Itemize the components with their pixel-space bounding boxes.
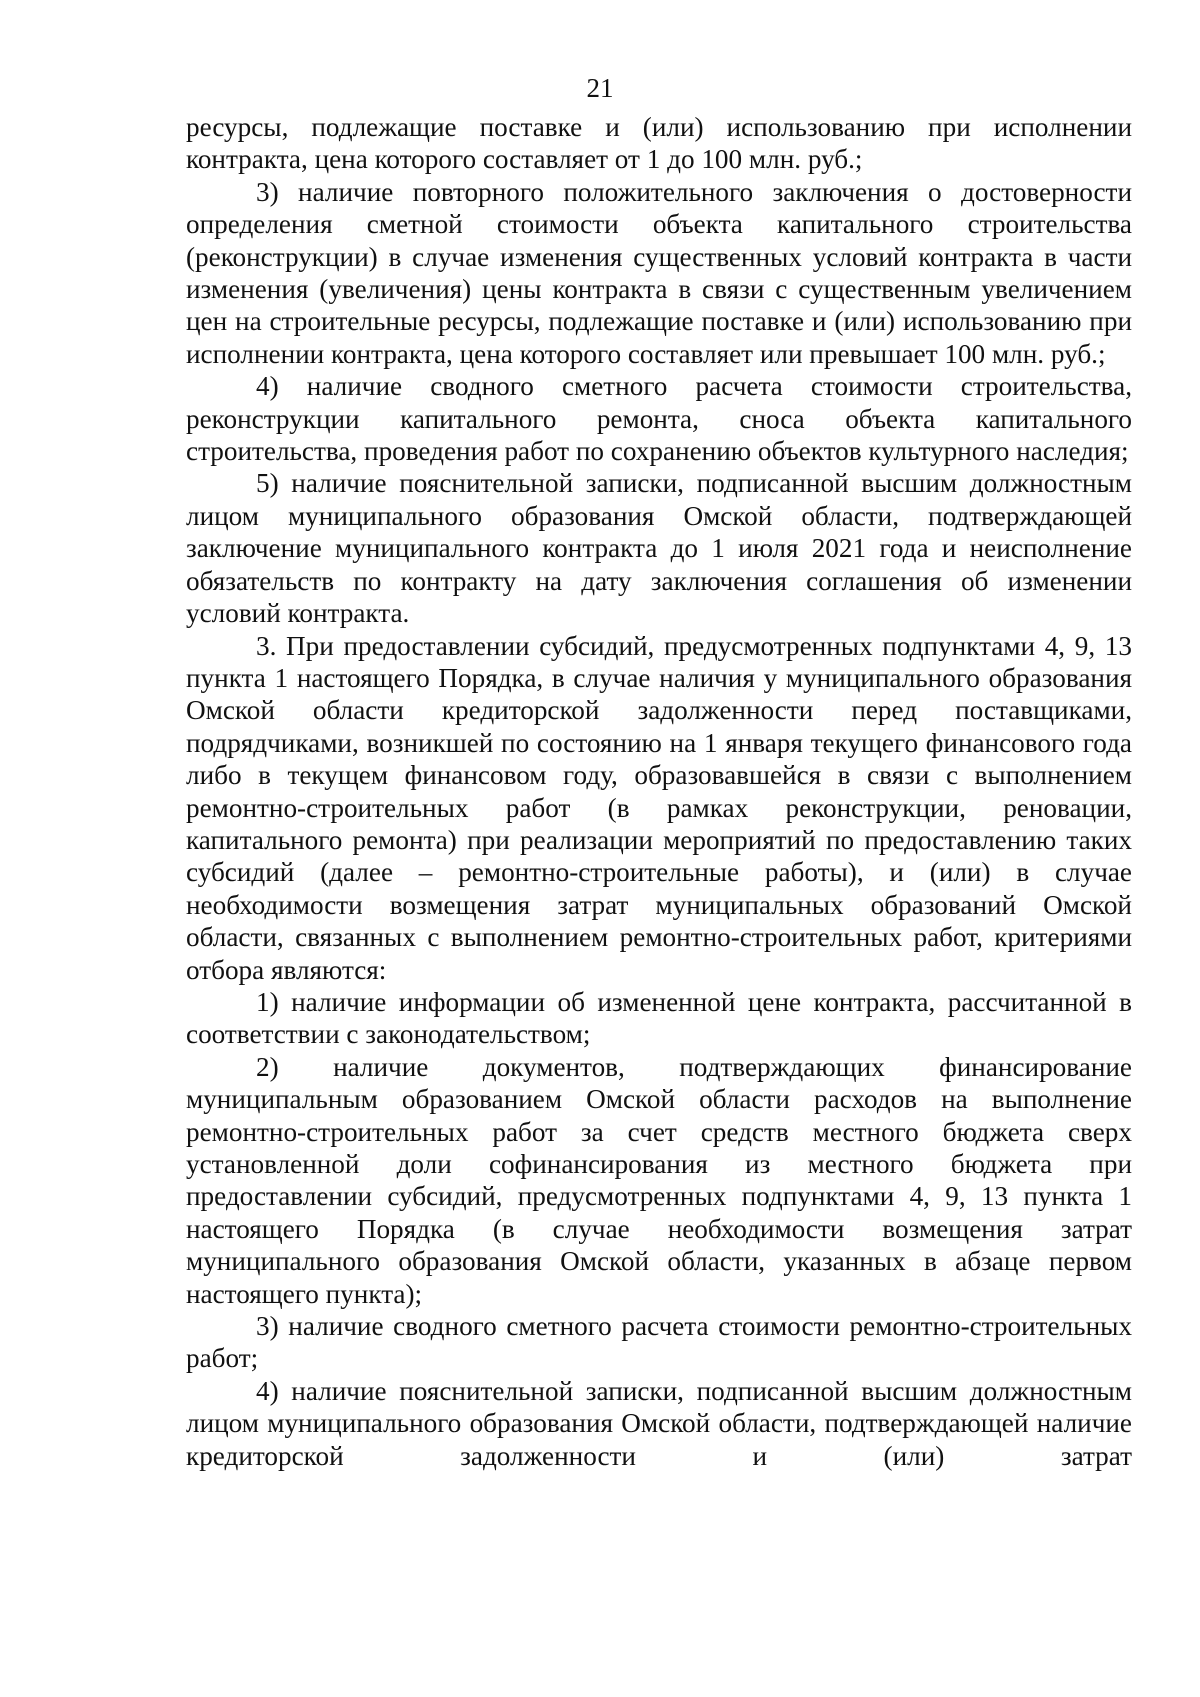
paragraph-criterion-1: 1) наличие информации об измененной цене контракта, рассчитанной в соответствии с законодательством; xyxy=(186,986,1132,1050)
paragraph-item-3: 3) наличие повторного положительного заключения о достоверности определения сметной стоимости объекта капитального строительства (реконструкции) в случае изменения существенных условий контракта в части изменения (увеличения) цены контракта в связи с существенным увеличением цен на строительные ресурсы, подлежащие поставке и (или) использованию при исполнении контракта, цена которого составляет или превышает 100 млн. руб.; xyxy=(186,176,1132,369)
paragraph-clause-3: 3. При предоставлении субсидий, предусмотренных подпунктами 4, 9, 13 пункта 1 настоящего Порядка, в случае наличия у муниципального образования Омской области кредиторской задолженности перед поставщиками, подрядчиками, возникшей по состоянию на 1 января текущего финансового года либо в текущем финансовом году, образовавшейся в связи с выполнением ремонтно-строительных работ (в рамках реконструкции, реновации, капитального ремонта) при реализации мероприятий по предоставлению таких субсидий (далее – ремонтно-строительные работы), и (или) в случае необходимости возмещения затрат муниципальных образований Омской области, связанных с выполнением ремонтно-строительных работ, критериями отбора являются: xyxy=(186,630,1132,985)
paragraph-criterion-4: 4) наличие пояснительной записки, подписанной высшим должностным лицом муниципального образования Омской области, подтверждающей наличие кредиторской задолженности и (или) затрат xyxy=(186,1375,1132,1471)
paragraph-item-5: 5) наличие пояснительной записки, подписанной высшим должностным лицом муниципального образования Омской области, подтверждающей заключение муниципального контракта до 1 июля 2021 года и неисполнение обязательств по контракту на дату заключения соглашения об изменении условий контракта. xyxy=(186,468,1132,629)
paragraph-criterion-2: 2) наличие документов, подтверждающих финансирование муниципальным образованием Омской области расходов на выполнение ремонтно-строительных работ за счет средств местного бюджета сверх установленной доли софинансирования из местного бюджета при предоставлении субсидий, предусмотренных подпунктами 4, 9, 13 пункта 1 настоящего Порядка (в случае необходимости возмещения затрат муниципального образования Омской области, указанных в абзаце первом настоящего пункта); xyxy=(186,1051,1132,1309)
document-body xyxy=(186,111,1132,1472)
page-number: 21 xyxy=(586,73,614,103)
paragraph-criterion-3: 3) наличие сводного сметного расчета стоимости ремонтно-строительных работ; xyxy=(186,1311,1132,1374)
paragraph-continuation: ресурсы, подлежащие поставке и (или) использованию при исполнении контракта, цена которого составляет от 1 до 100 млн. руб.; xyxy=(186,112,1132,175)
paragraph-item-4: 4) наличие сводного сметного расчета стоимости строительства, реконструкции капитального ремонта, сноса объекта капитального строительства, проведения работ по сохранению объектов культурного наследия; xyxy=(186,371,1132,467)
